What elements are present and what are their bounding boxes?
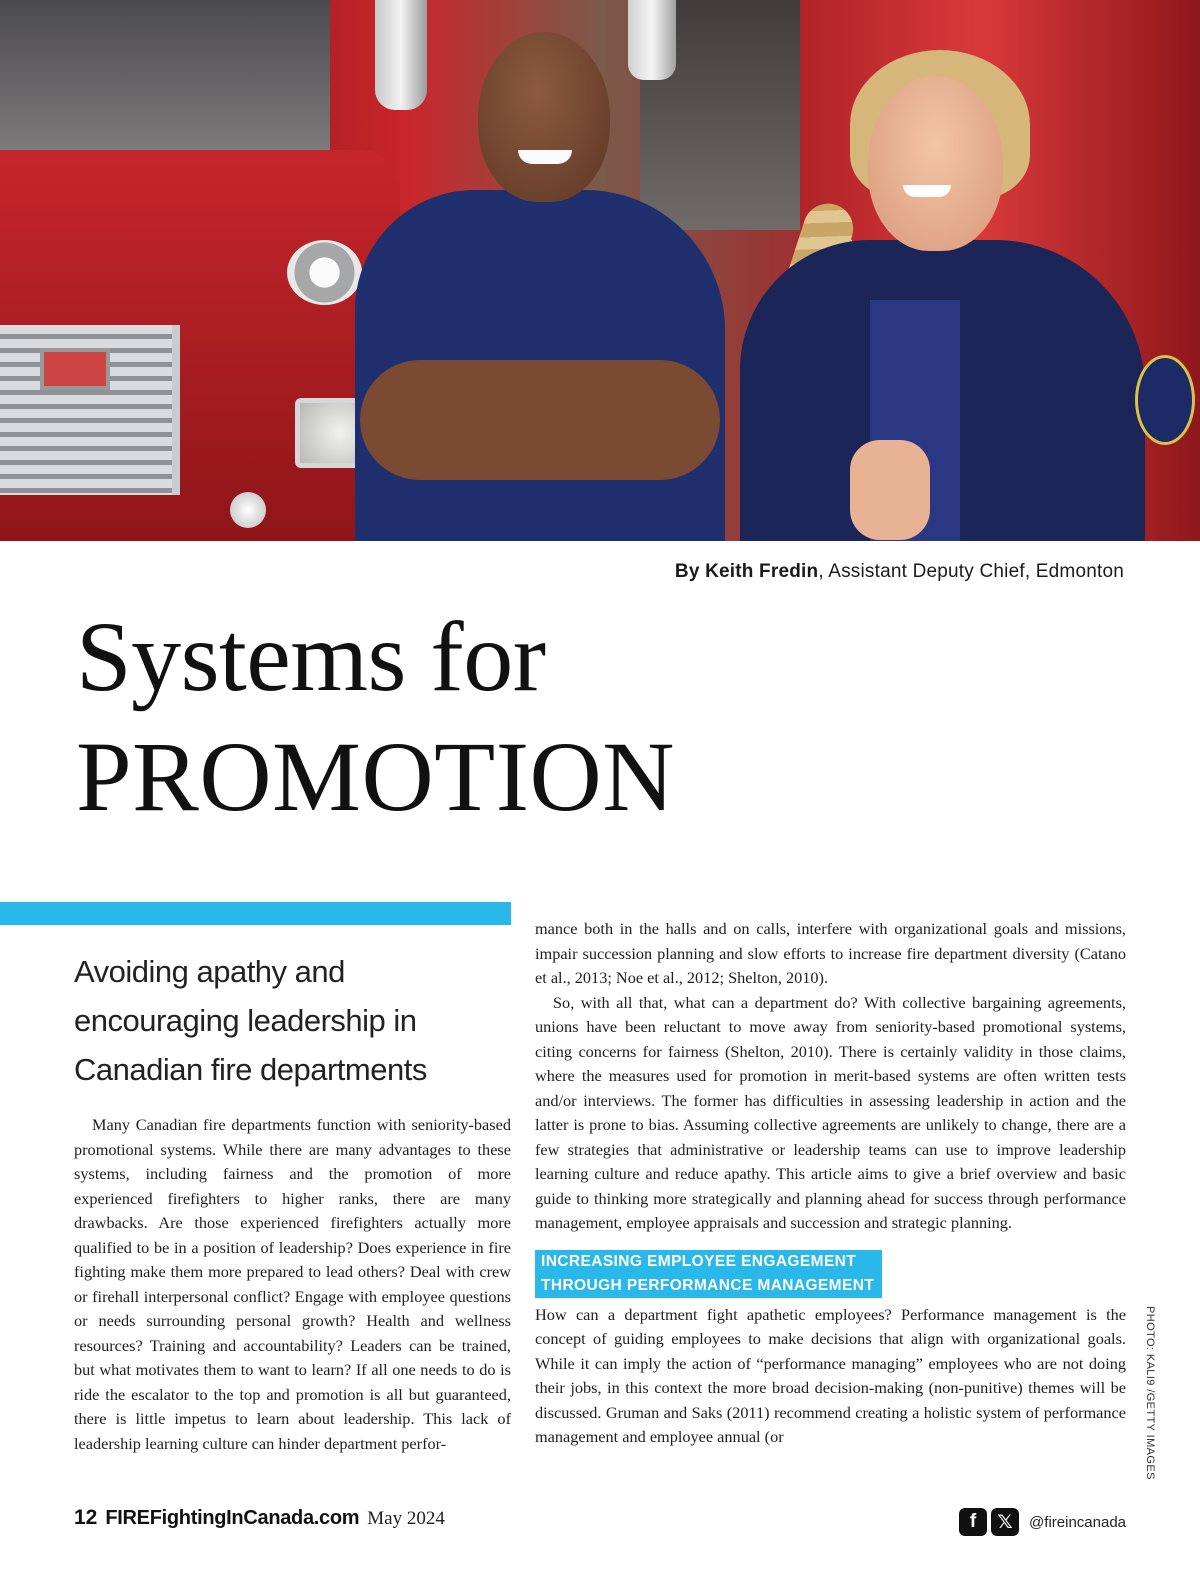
firefighter-man-smile <box>518 150 572 164</box>
subhead-line-1: INCREASING EMPLOYEE ENGAGEMENT <box>541 1252 857 1270</box>
section-subhead <box>535 1250 882 1298</box>
shoulder-patch <box>1135 355 1195 445</box>
body-paragraph: Many Canadian fire departments function with seniority-based promotional systems. While there are many advantages to these systems, including fairness and the promotion of more experienced firefighters to higher ranks, there are many drawbacks. Are those experienced firefighters actually more qualified to be in a position of leadership? Does experience in fire fighting make them more prepared to lead others? Deal with crew or firehall interpersonal conflict? Engage with employee questions or needs surrounding personal growth? Health and wellness resources? Training and accountability? Leaders can be trained, but what motivates them to want to learn? If all one needs to do is ride the escalator to the top and promotion is all but guaranteed, there is little impetus to learn about leadership. This lack of leadership learning culture can hinder department perfor- <box>74 1115 511 1453</box>
body-paragraph: How can a department fight apathetic employees? Performance management is the concept of guiding employees to make decisions that align with organizational goals. While it can imply the action of “performance managing” employees who are not doing their jobs, in this context the more broad decision-making (non-punitive) themes will be discussed. Gruman and Saks (2011) recommend creating a holistic system of performance management and employee annual (or <box>535 1304 1126 1446</box>
article-title-line-1: Systems for <box>76 601 546 712</box>
page-number: 12 <box>74 1506 98 1529</box>
social-links <box>959 1508 1126 1536</box>
social-handle[interactable]: @fireincanada <box>1029 1513 1126 1531</box>
facebook-icon[interactable]: f <box>959 1508 987 1536</box>
byline-author: By Keith Fredin <box>674 561 819 582</box>
firefighter-man-head <box>478 32 610 202</box>
body-column-right <box>535 917 1126 1450</box>
accent-rule <box>0 902 511 925</box>
body-paragraph: mance both in the halls and on calls, interfere with organizational goals and missions, impair succession planning and slow efforts to increase fire department diversity (Catano et al., 2013; Noe et al., 2012; Shelton, 2010). <box>535 919 1126 987</box>
photo-credit: PHOTO: KALI9 /GETTY IMAGES <box>1144 1306 1156 1480</box>
issue-date: May 2024 <box>367 1508 445 1529</box>
article-deck: Avoiding apathy and encouraging leadership in Canadian fire departments <box>74 954 427 1087</box>
byline <box>675 561 1124 583</box>
x-icon[interactable]: 𝕏 <box>991 1508 1019 1536</box>
firefighter-man-arms <box>360 360 720 480</box>
byline-role: , Assistant Deputy Chief, Edmonton <box>818 561 1124 582</box>
bumper-light <box>230 492 266 528</box>
website-link[interactable]: FIREFightingInCanada.com <box>105 1507 360 1529</box>
article-title-line-2: PROMOTION <box>76 721 675 832</box>
truck-horn <box>287 240 362 305</box>
subhead-line-2: THROUGH PERFORMANCE MANAGEMENT <box>541 1276 875 1294</box>
body-column-left <box>74 1113 511 1456</box>
hero-photo <box>0 0 1200 541</box>
page-footer <box>74 1506 445 1530</box>
grille-light <box>40 348 110 390</box>
truck-mirror <box>375 0 427 110</box>
firefighter-woman-hands <box>850 440 930 540</box>
truck-mirror <box>628 0 676 80</box>
firefighter-woman-head <box>868 76 1003 251</box>
truck-windshield <box>0 0 330 150</box>
firefighter-woman-smile <box>903 185 951 197</box>
body-paragraph: So, with all that, what can a department do? With collective bargaining agreements, unions have been reluctant to move away from seniority-based promotional systems, citing concerns for fairness (Shelton, 2010). There is certainly validity in those claims, where the measures used for promotion in merit-based systems are often written tests and/or interviews. The former has difficulties in assessing leadership in action and the latter is prone to bias. Assuming collective agreements are unlikely to change, there are a few strategies that administrative or leadership teams can use to improve leadership learning culture and reduce apathy. This article aims to give a brief overview and basic guide to thinking more strategically and planning ahead for success through performance management, employee appraisals and succession and strategic planning. <box>535 992 1126 1232</box>
